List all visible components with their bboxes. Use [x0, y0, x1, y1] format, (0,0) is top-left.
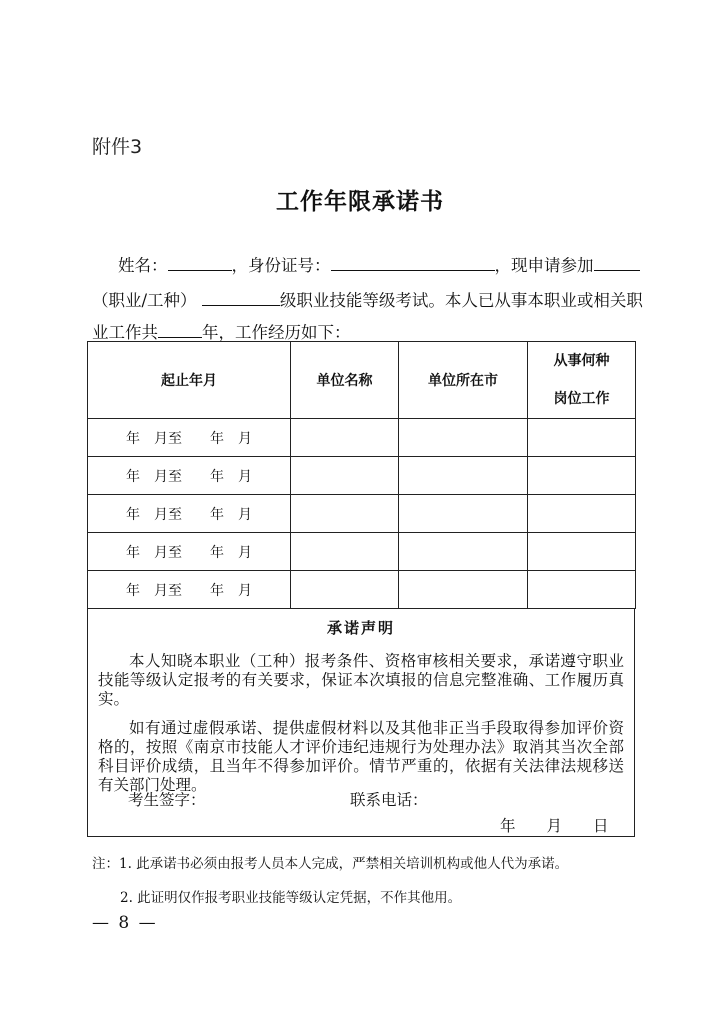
unit-city-cell[interactable] — [399, 495, 528, 533]
name-label: 姓名： — [118, 256, 168, 275]
commitment-title: 承诺声明 — [326, 619, 395, 637]
id-label: ，身份证号： — [231, 256, 331, 275]
unit-name-cell[interactable] — [291, 419, 399, 457]
header-position-line-1: 从事何种 — [553, 353, 610, 369]
position-cell[interactable] — [528, 571, 636, 609]
apply-label: ，现申请参加 — [494, 256, 594, 275]
unit-city-cell[interactable] — [399, 533, 528, 571]
period-cell[interactable]: 年 月至 年 月 — [88, 457, 291, 495]
work-suffix: 年，工作经历如下： — [202, 323, 351, 342]
note-1: 注：1. 此承诺书必须由报考人员本人完成，严禁相关培训机构或他人代为承诺。 — [92, 856, 569, 872]
table-row — [88, 419, 636, 457]
commitment-paragraph-2: 如有通过虚假承诺、提供虚假材料以及其他非正当手段取得参加评价资格的，按照《南京市技能人才评价违纪违规行为处理办法》取消其当次全部科目评价成绩，且当年不得参加评价。情节严重的，依据有关法律法规移送有关部门处理。 — [98, 719, 624, 794]
unit-city-cell[interactable] — [399, 457, 528, 495]
work-prefix: 业工作共 — [92, 323, 158, 342]
work-years-field[interactable] — [158, 320, 202, 338]
header-unit-city: 单位所在市 — [399, 342, 528, 419]
unit-name-cell[interactable] — [291, 457, 399, 495]
occupation-label: （职业/工种） — [92, 291, 197, 310]
occupation-field[interactable] — [202, 288, 280, 306]
signature-label: 考生签字： — [128, 791, 206, 809]
note-2: 2. 此证明仅作报考职业技能等级认定凭据，不作其他用。 — [120, 890, 462, 906]
header-position-line-2: 岗位工作 — [553, 391, 610, 407]
commitment-box — [87, 609, 635, 837]
header-unit-name: 单位名称 — [291, 342, 399, 419]
table-header-row — [88, 342, 636, 419]
table-row — [88, 571, 636, 609]
table-row — [88, 533, 636, 571]
position-cell[interactable] — [528, 419, 636, 457]
unit-city-cell[interactable] — [399, 571, 528, 609]
period-cell[interactable]: 年 月至 年 月 — [88, 495, 291, 533]
table-row — [88, 495, 636, 533]
date-line: 年 月 日 — [500, 817, 609, 835]
period-cell[interactable]: 年 月至 年 月 — [88, 533, 291, 571]
page-number: — 8 — — [92, 913, 158, 933]
header-period: 起止年月 — [88, 342, 291, 419]
intro-line-1 — [118, 253, 640, 277]
unit-name-cell[interactable] — [291, 571, 399, 609]
id-number-field[interactable] — [331, 253, 495, 271]
unit-name-cell[interactable] — [291, 495, 399, 533]
intro-line-2 — [92, 288, 643, 312]
level-text: 级职业技能等级考试。本人已从事本职业或相关职 — [279, 291, 643, 310]
attachment-label: 附件3 — [92, 136, 143, 158]
unit-city-cell[interactable] — [399, 419, 528, 457]
name-field[interactable] — [168, 253, 232, 271]
exam-field[interactable] — [594, 253, 640, 271]
period-cell[interactable]: 年 月至 年 月 — [88, 419, 291, 457]
phone-label: 联系电话： — [350, 791, 428, 809]
header-position — [528, 342, 636, 419]
table-row — [88, 457, 636, 495]
position-cell[interactable] — [528, 457, 636, 495]
commitment-paragraph-1: 本人知晓本职业（工种）报考条件、资格审核相关要求，承诺遵守职业技能等级认定报考的有关要求，保证本次填报的信息完整准确、工作履历真实。 — [98, 652, 624, 708]
period-cell[interactable]: 年 月至 年 月 — [88, 571, 291, 609]
position-cell[interactable] — [528, 495, 636, 533]
position-cell[interactable] — [528, 533, 636, 571]
unit-name-cell[interactable] — [291, 533, 399, 571]
document-title: 工作年限承诺书 — [276, 188, 444, 215]
work-experience-table — [87, 341, 636, 609]
